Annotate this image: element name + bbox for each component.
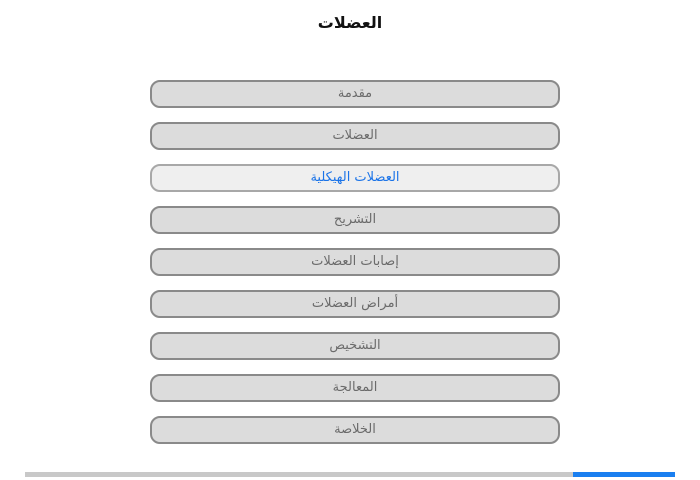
menu-item-treatment[interactable]: المعالجة xyxy=(150,374,560,402)
menu-item-conclusion[interactable]: الخلاصة xyxy=(150,416,560,444)
menu-item-muscles[interactable]: العضلات xyxy=(150,122,560,150)
menu-item-muscle-diseases[interactable]: أمراض العضلات xyxy=(150,290,560,318)
progress-bar-fill xyxy=(573,472,675,477)
page-title: العضلات xyxy=(317,13,383,32)
menu-item-muscle-injuries[interactable]: إصابات العضلات xyxy=(150,248,560,276)
menu-item-skeletal-muscles[interactable]: العضلات الهيكلية xyxy=(150,164,560,192)
progress-bar xyxy=(25,472,675,477)
menu-item-diagnosis[interactable]: التشخيص xyxy=(150,332,560,360)
menu-item-anatomy[interactable]: التشريح xyxy=(150,206,560,234)
topic-menu xyxy=(150,80,560,458)
menu-item-introduction[interactable]: مقدمة xyxy=(150,80,560,108)
